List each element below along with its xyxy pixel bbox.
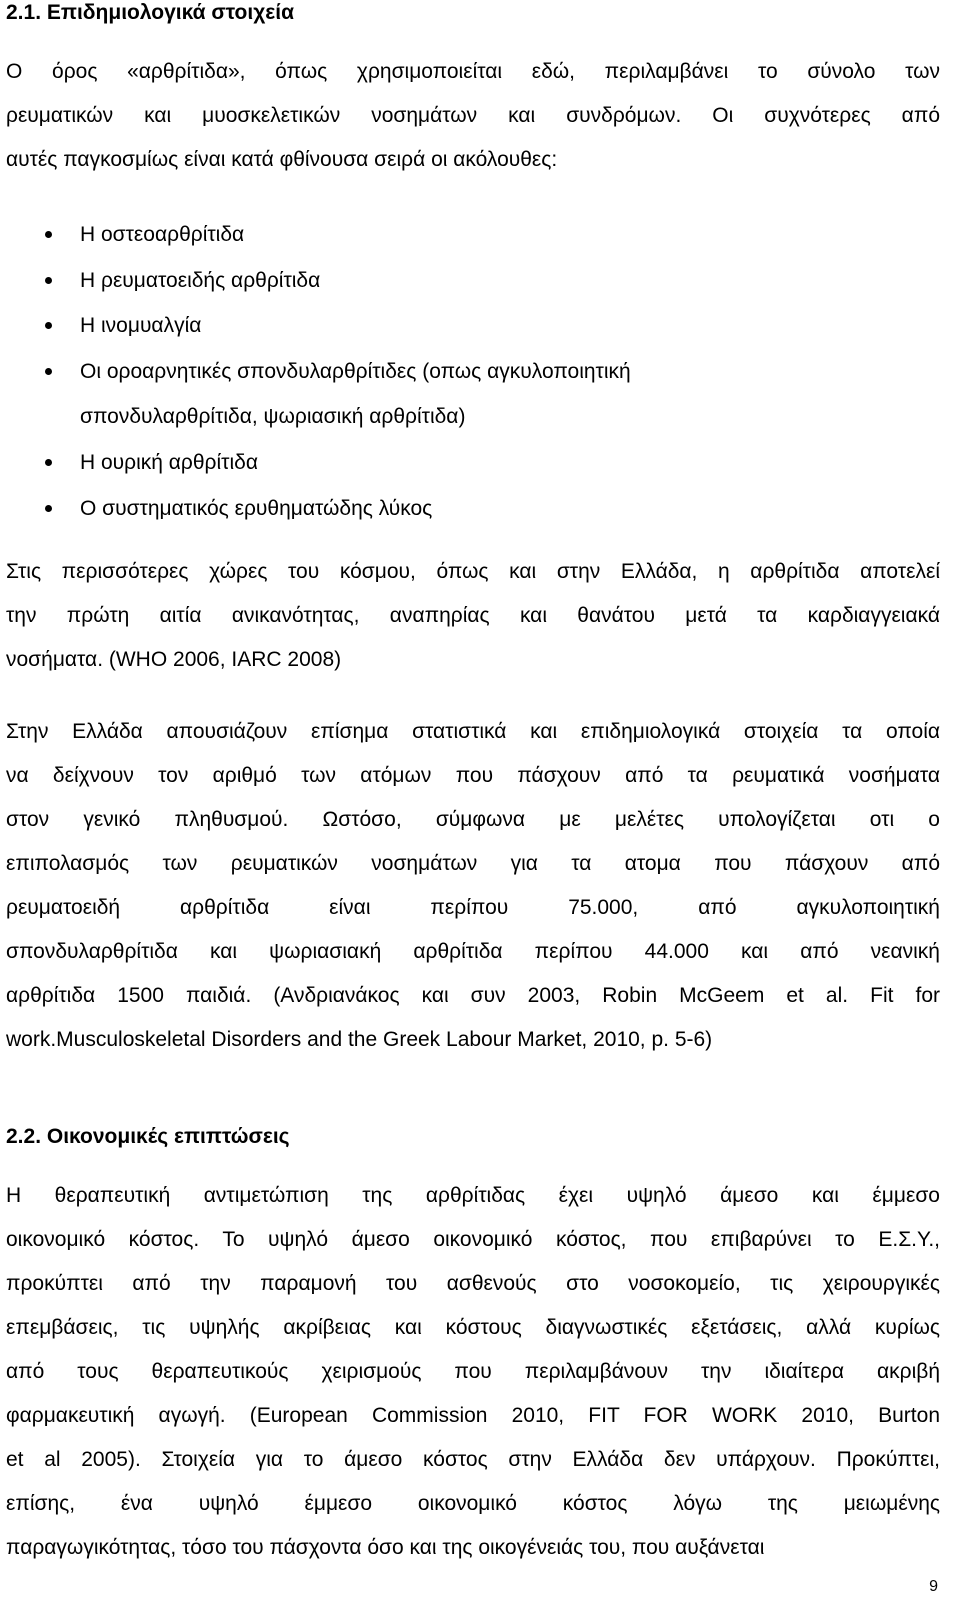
section-heading-epidemiology: 2.1. Επιδημιολογικά στοιχεία — [6, 1, 294, 24]
text-line: Στην Ελλάδα απουσιάζουν επίσημα στατιστικά και επιδημιολογικά στοιχεία τα οποία — [6, 720, 940, 743]
list-item — [0, 440, 960, 486]
arthritis-types-list — [0, 212, 960, 531]
text-line: αρθρίτιδα 1500 παιδιά. (Ανδριανάκος και συν 2003, Robin McGeem et al. Fit for — [6, 984, 940, 1007]
text-line: νοσήματα. (WHO 2006, IARC 2008) — [6, 648, 342, 671]
bullet-icon — [45, 322, 52, 329]
text-line: επεμβάσεις, τις υψηλής ακρίβειας και κόστους διαγνωστικές εξετάσεις, αλλά κυρίως — [6, 1316, 940, 1339]
list-item-text: Η οστεοαρθρίτιδα — [80, 223, 245, 246]
text-line: να δείχνουν τον αριθμό των ατόμων που πάσχουν από τα ρευματικά νοσήματα — [6, 764, 940, 787]
text-line: σπονδυλαρθρίτιδα και ψωριασιακή αρθρίτιδα περίπου 44.000 και από νεανική — [6, 940, 940, 963]
text-line: επίσης, ένα υψηλό έμμεσο οικονομικό κόστος λόγω της μειωμένης — [6, 1492, 940, 1515]
bullet-icon — [45, 505, 52, 512]
text-line: ρευματικών και μυοσκελετικών νοσημάτων και συνδρόμων. Οι συχνότερες από — [6, 104, 940, 127]
text-line: Στις περισσότερες χώρες του κόσμου, όπως και στην Ελλάδα, η αρθρίτιδα αποτελεί — [6, 560, 940, 583]
bullet-icon — [45, 231, 52, 238]
list-item-text: Η ουρική αρθρίτιδα — [80, 450, 258, 474]
text-line: φαρμακευτική αγωγή. (European Commission 2010, FIT FOR WORK 2010, Burton — [6, 1404, 940, 1427]
list-item-text: Οι οροαρνητικές σπονδυλαρθρίτιδες (οπως αγκυλοποιητική σπονδυλαρθρίτιδα, ψωριασική αρθρίτιδα) — [80, 359, 631, 429]
bullet-icon — [45, 277, 52, 284]
intro-paragraph — [6, 50, 940, 182]
text-line: επιπολασμός των ρευματικών νοσημάτων για τα ατομα που πάσχουν από — [6, 852, 940, 875]
list-item-text: Η ρευματοειδής αρθρίτιδα — [80, 268, 321, 292]
text-line: work.Musculoskeletal Disorders and the Greek Labour Market, 2010, p. 5-6) — [6, 1028, 713, 1051]
text-line: από τους θεραπευτικούς χειρισμούς που περιλαμβάνουν την ιδιαίτερα ακριβή — [6, 1360, 940, 1383]
text-line: προκύπτει από την παραμονή του ασθενούς στο νοσοκομείο, τις χειρουργικές — [6, 1272, 940, 1295]
list-item — [0, 486, 960, 532]
text-line: παραγωγικότητας, τόσο του πάσχοντα όσο και της οικογένειάς του, που αυξάνεται — [6, 1536, 765, 1559]
text-line: et al 2005). Στοιχεία για το άμεσο κόστος στην Ελλάδα δεν υπάρχουν. Προκύπτει, — [6, 1448, 940, 1471]
bullet-icon — [45, 368, 52, 375]
list-item-text: Η ινομυαλγία — [80, 314, 202, 338]
page-number: 9 — [929, 1578, 938, 1595]
text-line: Η θεραπευτική αντιμετώπιση της αρθρίτιδας έχει υψηλό άμεσο και έμμεσο — [6, 1184, 940, 1207]
text-line: οικονομικό κόστος. Το υψηλό άμεσο οικονομικό κόστος, που επιβαρύνει το Ε.Σ.Υ., — [6, 1228, 940, 1251]
text-line: στον γενικό πληθυσμού. Ωστόσο, σύμφωνα με μελέτες υπολογίζεται οτι ο — [6, 808, 940, 831]
text-line: ρευματοειδή αρθρίτιδα είναι περίπου 75.000, από αγκυλοποιητική — [6, 896, 940, 919]
list-item-text: Ο συστηματικός ερυθηματώδης λύκος — [80, 496, 433, 520]
list-item — [0, 258, 960, 304]
section-heading-economic-impact: 2.2. Οικονομικές επιπτώσεις — [6, 1125, 290, 1148]
prevalence-paragraph — [6, 550, 940, 682]
bullet-icon — [45, 459, 52, 466]
economic-paragraph — [6, 1174, 940, 1570]
text-line: την πρώτη αιτία ανικανότητας, αναπηρίας και θανάτου μετά τα καρδιαγγειακά — [6, 604, 940, 627]
text-line: αυτές παγκοσμίως είναι κατά φθίνουσα σειρά οι ακόλουθες: — [6, 148, 558, 171]
list-item — [0, 212, 960, 258]
list-item — [0, 349, 960, 440]
text-line: Ο όρος «αρθρίτιδα», όπως χρησιμοποιείται εδώ, περιλαμβάνει το σύνολο των — [6, 60, 940, 83]
list-item — [0, 303, 960, 349]
greece-statistics-paragraph — [6, 710, 940, 1062]
